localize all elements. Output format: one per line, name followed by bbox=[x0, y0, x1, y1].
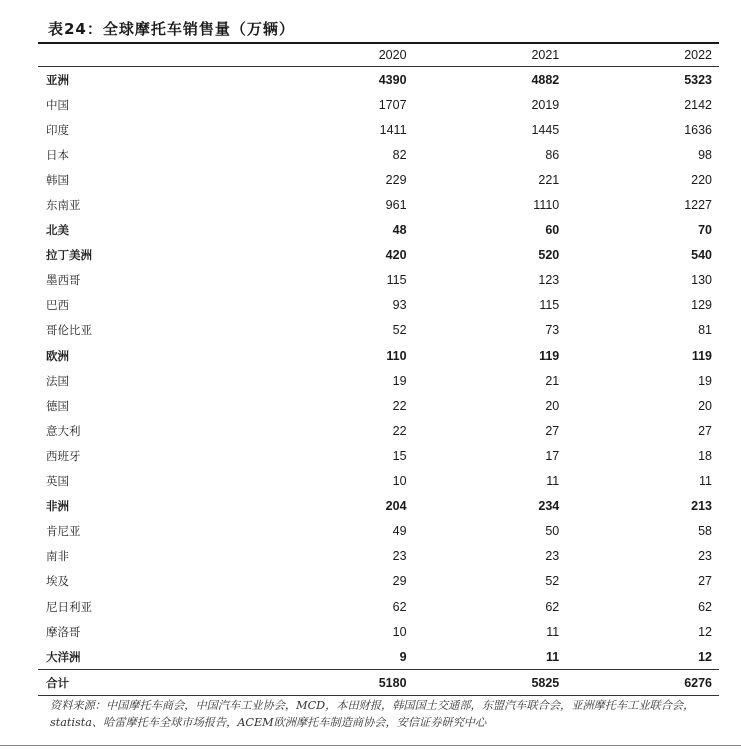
region-name: 巴西 bbox=[46, 298, 69, 313]
value-cell-2021: 1445 bbox=[531, 122, 560, 137]
value-cell-2021: 86 bbox=[545, 147, 560, 162]
value-cell-2022: 119 bbox=[691, 348, 712, 363]
value-cell-2020: 93 bbox=[392, 298, 407, 313]
value-cell-2020: 23 bbox=[392, 549, 407, 564]
value-cell-2020: 19 bbox=[392, 373, 407, 388]
value-cell-2020: 22 bbox=[392, 423, 407, 438]
value-cell-2022: 1636 bbox=[684, 122, 712, 137]
value-cell-2020: 1707 bbox=[378, 97, 407, 112]
table-row bbox=[38, 368, 719, 393]
value-cell-2020: 4390 bbox=[378, 72, 407, 87]
region-name: 北美 bbox=[46, 223, 69, 238]
table-row bbox=[38, 293, 719, 318]
region-name: 墨西哥 bbox=[46, 273, 81, 288]
value-cell-2021: 1110 bbox=[533, 198, 560, 213]
table-title: 表24：全球摩托车销售量（万辆） bbox=[48, 20, 295, 38]
value-cell-2022: 27 bbox=[698, 574, 712, 589]
value-cell-2022: 12 bbox=[698, 624, 712, 639]
value-cell-2021: 221 bbox=[538, 172, 560, 187]
value-cell-2021: 50 bbox=[545, 524, 560, 539]
region-name: 非洲 bbox=[46, 499, 69, 514]
value-cell-2022: 6276 bbox=[566, 670, 719, 696]
header-year-2022: 2022 bbox=[566, 44, 719, 67]
header-blank bbox=[38, 44, 261, 67]
value-cell-2022: 11 bbox=[699, 474, 712, 489]
region-name: 欧洲 bbox=[46, 348, 69, 363]
value-cell-2022: 19 bbox=[698, 373, 712, 388]
value-cell-2020: 48 bbox=[392, 223, 407, 238]
table-row bbox=[38, 469, 719, 494]
value-cell-2021: 11 bbox=[546, 649, 560, 664]
header-year-2021: 2021 bbox=[414, 44, 567, 67]
value-cell-2022: 20 bbox=[698, 398, 712, 413]
region-name: 德国 bbox=[46, 398, 69, 413]
source-note: 资料来源：中国摩托车商会，中国汽车工业协会，MCD，本田财报，韩国国土交通部，东盟汽车联合会，亚洲摩托车工业联合会，statista、哈雷摩托车全球市场报告，ACEM欧洲摩托车制造商协会，安信证券研究中心 bbox=[50, 699, 695, 729]
value-cell-2022: 62 bbox=[698, 599, 712, 614]
region-name: 日本 bbox=[46, 147, 69, 162]
region-name: 摩洛哥 bbox=[46, 624, 81, 639]
region-name: 亚洲 bbox=[46, 72, 69, 87]
value-cell-2021: 123 bbox=[538, 273, 560, 288]
header-year-2020: 2020 bbox=[261, 44, 414, 67]
value-cell-2021: 5825 bbox=[414, 670, 567, 696]
sales-table bbox=[38, 44, 719, 696]
value-cell-2022: 130 bbox=[691, 273, 712, 288]
value-cell-2021: 119 bbox=[539, 348, 560, 363]
value-cell-2022: 58 bbox=[698, 524, 712, 539]
region-name: 东南亚 bbox=[46, 198, 81, 213]
value-cell-2022: 2142 bbox=[684, 97, 712, 112]
table-row bbox=[38, 418, 719, 443]
value-cell-2021: 21 bbox=[545, 373, 560, 388]
table-row bbox=[38, 318, 719, 343]
value-cell-2020: 420 bbox=[385, 248, 407, 263]
region-name: 肯尼亚 bbox=[46, 524, 81, 539]
value-cell-2022: 12 bbox=[698, 649, 712, 664]
table-row bbox=[38, 67, 719, 93]
value-cell-2020: 9 bbox=[399, 649, 407, 664]
table-row bbox=[38, 192, 719, 217]
table-row bbox=[38, 569, 719, 594]
total-row bbox=[38, 670, 719, 696]
table-row bbox=[38, 619, 719, 644]
table-row bbox=[38, 218, 719, 243]
value-cell-2020: 229 bbox=[385, 172, 407, 187]
value-cell-2020: 110 bbox=[386, 348, 407, 363]
value-cell-2020: 22 bbox=[392, 398, 407, 413]
value-cell-2021: 52 bbox=[545, 574, 560, 589]
value-cell-2022: 98 bbox=[698, 147, 712, 162]
region-name: 哥伦比亚 bbox=[46, 323, 92, 338]
table-row bbox=[38, 243, 719, 268]
table-row bbox=[38, 268, 719, 293]
value-cell-2022: 70 bbox=[698, 223, 712, 238]
region-name: 韩国 bbox=[46, 172, 69, 187]
value-cell-2020: 29 bbox=[392, 574, 407, 589]
region-name: 合计 bbox=[38, 670, 261, 696]
value-cell-2022: 213 bbox=[691, 499, 712, 514]
region-name: 印度 bbox=[46, 122, 69, 137]
value-cell-2022: 220 bbox=[691, 172, 712, 187]
value-cell-2020: 10 bbox=[392, 624, 407, 639]
table-row bbox=[38, 393, 719, 418]
region-name: 大洋洲 bbox=[46, 649, 81, 664]
value-cell-2020: 5180 bbox=[261, 670, 414, 696]
value-cell-2021: 520 bbox=[538, 248, 560, 263]
value-cell-2021: 17 bbox=[545, 448, 560, 463]
region-name: 拉丁美洲 bbox=[46, 248, 92, 263]
value-cell-2021: 62 bbox=[545, 599, 560, 614]
value-cell-2020: 204 bbox=[385, 499, 407, 514]
region-name: 意大利 bbox=[46, 423, 81, 438]
value-cell-2022: 18 bbox=[698, 448, 712, 463]
table-row bbox=[38, 443, 719, 468]
value-cell-2021: 73 bbox=[545, 323, 560, 338]
region-name: 西班牙 bbox=[46, 448, 81, 463]
value-cell-2021: 11 bbox=[546, 624, 560, 639]
region-name: 中国 bbox=[46, 97, 69, 112]
value-cell-2021: 115 bbox=[539, 298, 560, 313]
value-cell-2022: 5323 bbox=[684, 72, 712, 87]
value-cell-2021: 23 bbox=[545, 549, 560, 564]
region-name: 南非 bbox=[46, 549, 69, 564]
table-row bbox=[38, 544, 719, 569]
value-cell-2022: 129 bbox=[691, 298, 712, 313]
header-row bbox=[38, 44, 719, 67]
value-cell-2022: 27 bbox=[698, 423, 712, 438]
table-row bbox=[38, 343, 719, 368]
value-cell-2020: 1411 bbox=[379, 122, 407, 137]
value-cell-2022: 540 bbox=[691, 248, 712, 263]
value-cell-2020: 49 bbox=[392, 524, 407, 539]
value-cell-2022: 23 bbox=[698, 549, 712, 564]
value-cell-2021: 27 bbox=[545, 423, 560, 438]
value-cell-2021: 11 bbox=[546, 474, 560, 489]
value-cell-2020: 82 bbox=[392, 147, 407, 162]
value-cell-2020: 52 bbox=[392, 323, 407, 338]
value-cell-2021: 234 bbox=[538, 499, 560, 514]
table-row bbox=[38, 92, 719, 117]
value-cell-2020: 961 bbox=[385, 198, 407, 213]
value-cell-2020: 115 bbox=[386, 273, 407, 288]
table-row bbox=[38, 167, 719, 192]
region-name: 尼日利亚 bbox=[46, 599, 92, 614]
table-row bbox=[38, 519, 719, 544]
table-body bbox=[38, 67, 719, 696]
value-cell-2021: 20 bbox=[545, 398, 560, 413]
region-name: 英国 bbox=[46, 474, 69, 489]
value-cell-2022: 1227 bbox=[684, 198, 712, 213]
footer-rule bbox=[0, 745, 741, 746]
region-name: 法国 bbox=[46, 373, 69, 388]
value-cell-2020: 15 bbox=[392, 448, 407, 463]
value-cell-2021: 2019 bbox=[531, 97, 560, 112]
table-row bbox=[38, 494, 719, 519]
value-cell-2020: 62 bbox=[392, 599, 407, 614]
value-cell-2021: 60 bbox=[545, 223, 560, 238]
region-name: 埃及 bbox=[46, 574, 69, 589]
table-row bbox=[38, 142, 719, 167]
table-row bbox=[38, 117, 719, 142]
table-row bbox=[38, 594, 719, 619]
table-row bbox=[38, 644, 719, 670]
value-cell-2022: 81 bbox=[698, 323, 712, 338]
value-cell-2021: 4882 bbox=[531, 72, 560, 87]
value-cell-2020: 10 bbox=[392, 474, 407, 489]
